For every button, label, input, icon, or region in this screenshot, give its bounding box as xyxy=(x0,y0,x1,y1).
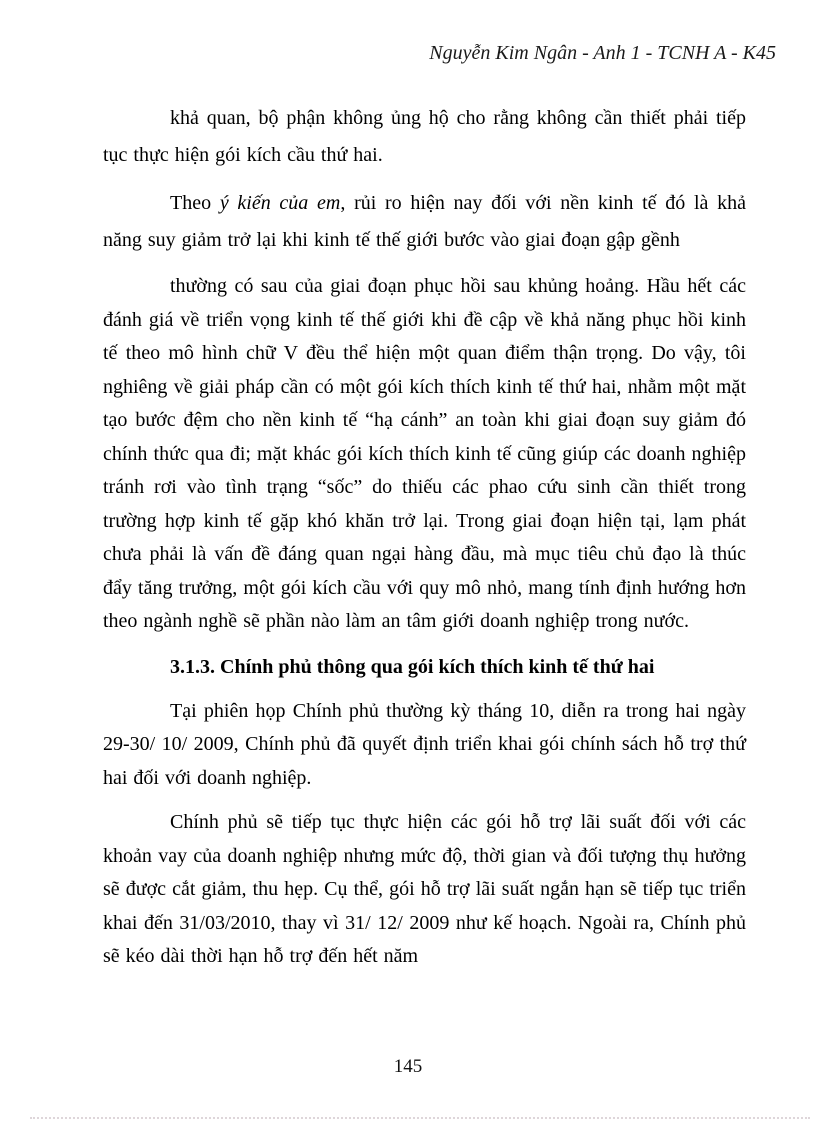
page-number: 145 xyxy=(393,1056,423,1077)
paragraph-3: thường có sau của giai đoạn phục hồi sau khủng hoảng. Hầu hết các đánh giá về triển vọng kinh tế thế giới khi đề cập về khả năng phục hồi kinh tế theo mô hình chữ V đều thể hiện một quan điểm thận trọng. Do vậy, tôi nghiêng về giải pháp cần có một gói kích thích kinh tế thứ hai, nhằm một mặt tạo bước đệm cho nền kinh tế “hạ cánh” an toàn khi giai đoạn suy giảm đó chính thức qua đi; mặt khác gói kích thích kinh tế cũng giúp các doanh nghiệp tránh rơi vào tình trạng “sốc” do thiếu các phao cứu sinh cần thiết trong trường hợp kinh tế gặp khó khăn trở lại. Trong giai đoạn hiện tại, lạm phát chưa phải là vấn đề đáng quan ngại hàng đầu, mà mục tiêu chủ đạo là thúc đẩy tăng trưởng, một gói kích cầu với quy mô nhỏ, mang tính định hướng hơn theo ngành nghề sẽ phần nào làm an tâm giới doanh nghiệp trong nước. xyxy=(103,275,746,632)
italic-text-run: ý kiến của em xyxy=(219,192,341,214)
header-author-text: Nguyễn Kim Ngân - Anh 1 - TCNH A - K45 xyxy=(429,42,776,64)
bottom-dotted-rule xyxy=(30,1117,810,1119)
paragraph-2 xyxy=(103,185,746,259)
page-header xyxy=(103,42,776,65)
paragraph-4: Tại phiên họp Chính phủ thường kỳ tháng 10, diễn ra trong hai ngày 29-30/ 10/ 2009, Chính phủ đã quyết định triển khai gói chính sách hỗ trợ thứ hai đối với doanh nghiệp. xyxy=(103,699,746,789)
text-run: Theo xyxy=(170,192,220,214)
paragraph-5: Chính phủ sẽ tiếp tục thực hiện các gói hỗ trợ lãi suất đối với các khoản vay của doanh nghiệp nhưng mức độ, thời gian và đối tượng thụ hưởng sẽ được cắt giảm, thu hẹp. Cụ thể, gói hỗ trợ lãi suất ngắn hạn sẽ tiếp tục triển khai đến 31/03/2010, thay vì 31/ 12/ 2009 như kế hoạch. Ngoài ra, Chính phủ sẽ kéo dài thời hạn hỗ trợ đến hết năm xyxy=(103,811,746,967)
text-run: , rủi ro hiện nay đối với nền kinh tế đó là khả năng suy giảm trở lại khi kinh tế thế giới bước vào giai đoạn gập gềnh xyxy=(103,192,747,251)
paragraph-1: khả quan, bộ phận không ủng hộ cho rằng không cần thiết phải tiếp tục thực hiện gói kích cầu thứ hai. xyxy=(103,107,746,166)
document-body xyxy=(103,100,746,985)
section-heading: 3.1.3. Chính phủ thông qua gói kích thích kinh tế thứ hai xyxy=(170,655,655,678)
